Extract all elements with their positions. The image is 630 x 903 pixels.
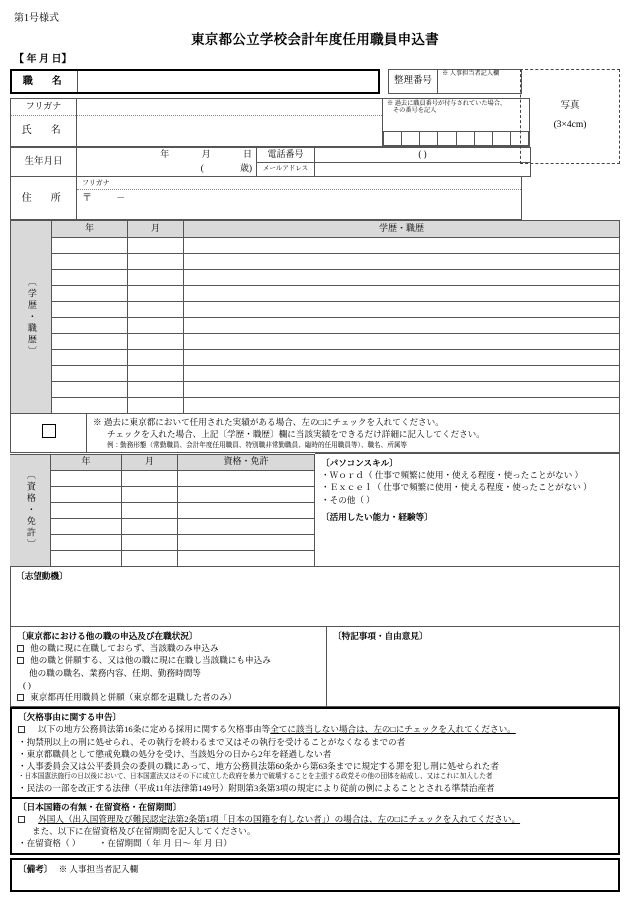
name-label: 氏 名 — [11, 115, 77, 146]
footer-heading: 〔備考〕 — [18, 863, 53, 874]
past-employment-note — [87, 414, 620, 453]
nationality-declaration[interactable] — [18, 813, 613, 825]
disqualification-item: ・拘禁刑以上の刑に処せられ、その執行を終わるまで又はその執行を受けることがなくなるまでの者 — [18, 736, 406, 747]
edu-content[interactable] — [184, 286, 620, 302]
postal-dash: － — [116, 193, 126, 204]
address-table — [10, 177, 522, 220]
qual-month[interactable] — [122, 518, 178, 534]
qual-name[interactable] — [178, 534, 315, 550]
emp-no-cell[interactable] — [492, 131, 510, 145]
qual-year[interactable] — [51, 534, 122, 550]
birth-year: 年 — [160, 148, 178, 159]
motivation-panel[interactable] — [10, 567, 620, 627]
past-employment-checkbox-cell[interactable] — [11, 414, 87, 453]
job-title-value[interactable] — [78, 70, 380, 93]
nationality-note: また、以下に在留資格及び在留期間を記入してください。 — [32, 826, 256, 837]
other-jobs-option[interactable] — [17, 654, 322, 666]
other-jobs-option-label: 東京都再任用職員と併願（東京都を退職した者のみ） — [30, 692, 237, 703]
edu-content[interactable] — [184, 270, 620, 286]
application-date-line: 【 年 月 日】 — [14, 53, 72, 65]
past-note-line1: ※ 過去に東京都において任用された実績がある場合、左の□にチェックを入れてください。 — [93, 417, 444, 428]
birthdate-label: 生年月日 — [11, 147, 77, 177]
education-col-year: 年 — [52, 221, 128, 238]
job-title-row — [10, 69, 522, 94]
name-value[interactable] — [77, 115, 383, 146]
address-value[interactable] — [77, 190, 522, 220]
seiri-table — [388, 69, 522, 94]
furigana-label: フリガナ — [11, 98, 77, 115]
edu-year[interactable] — [52, 302, 128, 318]
qual-year[interactable] — [51, 470, 122, 486]
residence-status-label: ・在留資格（ — [18, 838, 70, 849]
qualification-vertical-label-text: 〔資格・免許〕 — [25, 469, 36, 551]
birth-day: 日 — [242, 148, 252, 159]
age-field[interactable] — [77, 162, 257, 177]
tel-label: 電話番号 — [257, 147, 315, 162]
qual-name[interactable] — [178, 550, 315, 566]
qual-month[interactable] — [122, 502, 178, 518]
employee-number-grid[interactable] — [383, 131, 529, 146]
other-jobs-option[interactable] — [17, 691, 322, 703]
photo-label: 写真 — [560, 101, 580, 112]
other-jobs-detail-label: 他の職の職名、業務内容、任期、勤務時間等 — [29, 667, 201, 678]
edu-content[interactable] — [184, 318, 620, 334]
pc-skill-panel — [315, 454, 619, 526]
job-title-table — [10, 69, 380, 94]
motivation-heading: 〔志望動機〕 — [16, 571, 68, 582]
residence-period-value[interactable]: 年 月 日～ 年 月 日） — [150, 838, 232, 849]
emp-no-cell[interactable] — [402, 131, 420, 145]
remarks-heading: 〔特記事項・自由意見〕 — [333, 631, 428, 642]
edu-year[interactable] — [52, 286, 128, 302]
edu-month[interactable] — [128, 366, 184, 382]
postal-mark: 〒 — [82, 193, 92, 205]
other-jobs-checkbox[interactable] — [17, 657, 24, 664]
skill-experience-heading: 〔活用したい能力・経験等〕 — [321, 511, 433, 522]
emp-no-cell[interactable] — [456, 131, 474, 145]
edu-month[interactable] — [128, 382, 184, 398]
other-jobs-panel — [11, 627, 327, 707]
other-jobs-checkbox[interactable] — [17, 694, 24, 701]
emp-no-note-1: ※ 過去に職員番号が付与されていた場合、 — [387, 99, 507, 107]
email-value[interactable] — [315, 162, 531, 177]
edu-content[interactable] — [184, 238, 620, 254]
other-jobs-option-label: 他の職と併願する、又は他の職に現に在職し当該職にも申込み — [30, 655, 271, 666]
nationality-panel — [10, 799, 620, 855]
qual-month[interactable] — [122, 534, 178, 550]
nationality-heading: 〔日本国籍の有無・在留資格・在留期間〕 — [18, 801, 182, 812]
disqualification-declaration[interactable] — [18, 723, 613, 735]
emp-no-cell[interactable] — [474, 131, 492, 145]
birth-month: 月 — [201, 148, 219, 159]
disqualification-item: ・民法の一部を改正する法律（平成11年法律第149号）附則第3条第3項の規定により従前の例によることとされる準禁治産者 — [18, 782, 495, 793]
edu-month[interactable] — [128, 270, 184, 286]
edu-content[interactable] — [184, 302, 620, 318]
other-jobs-option-label: 他の職に現に在職しておらず、当該職のみ申込み — [30, 643, 219, 654]
other-jobs-detail-value[interactable]: ( ) — [23, 679, 31, 690]
qual-col-year: 年 — [51, 454, 122, 470]
education-vertical-label — [11, 221, 52, 414]
employee-number-note — [383, 98, 530, 115]
seiri-note: ※ 人事担当者記入欄 — [438, 69, 522, 79]
edu-month[interactable] — [128, 286, 184, 302]
edu-year[interactable] — [52, 382, 128, 398]
edu-month[interactable] — [128, 398, 184, 414]
other-jobs-checkbox[interactable] — [17, 645, 24, 652]
edu-year[interactable] — [52, 270, 128, 286]
birthdate-ymd[interactable] — [77, 147, 257, 162]
qual-month[interactable] — [122, 550, 178, 566]
edu-month[interactable] — [128, 302, 184, 318]
other-jobs-heading: 〔東京都における他の職の申込及び在職状況〕 — [17, 631, 198, 642]
disqualification-item: ・東京都職員として懲戒免職の処分を受け、当該処分の日から2年を経過しない者 — [18, 748, 332, 759]
edu-year[interactable] — [52, 238, 128, 254]
job-title-label: 職 名 — [11, 70, 78, 93]
edu-content[interactable] — [184, 334, 620, 350]
pc-skill-item[interactable]: ・Ｗｏｒｄ（ 仕事で頻繁に使用・使える程度・使ったことがない ） — [321, 470, 584, 481]
edu-year[interactable] — [52, 318, 128, 334]
education-col-content: 学歴・職歴 — [184, 221, 620, 238]
tel-value[interactable]: ( ) — [315, 147, 531, 162]
qual-name[interactable] — [178, 470, 315, 486]
residence-fields[interactable] — [18, 837, 613, 849]
disqualification-heading: 〔欠格事由に関する申告〕 — [18, 712, 122, 723]
qual-name[interactable] — [178, 502, 315, 518]
qual-name[interactable] — [178, 518, 315, 534]
education-history-table — [10, 220, 620, 414]
name-table — [10, 98, 530, 147]
edu-year[interactable] — [52, 366, 128, 382]
pc-skill-item[interactable]: ・その他（ ） — [321, 494, 375, 505]
edu-content[interactable] — [184, 366, 620, 382]
past-employment-note-table — [10, 414, 620, 453]
past-employment-checkbox[interactable] — [42, 424, 56, 438]
applicant-info-block — [10, 69, 522, 147]
past-note-line3: 例：勤務形態（常勤職員、会計年度任用職員、特別職非常勤職員、臨時的任用職員等）、職名、所属等 — [107, 441, 408, 449]
qualification-section — [10, 453, 620, 567]
remarks-panel[interactable] — [327, 627, 620, 707]
disqualification-item-small: ・日本国憲法施行の日以後において、日本国憲法又はその下に成立した政府を暴力で破壊することを主張する政党その他の団体を結成し、又はこれに加入した者 — [18, 773, 493, 781]
pc-skill-item[interactable]: ・Ｅｘｃｅｌ（ 仕事で頻繁に使用・使える程度・使ったことがない ） — [321, 482, 592, 493]
qualification-vertical-label — [10, 454, 51, 566]
edu-month[interactable] — [128, 350, 184, 366]
emp-no-cell[interactable] — [384, 131, 402, 145]
qual-name[interactable] — [178, 486, 315, 502]
nationality-text: 外国人（出入国管理及び難民認定法第2条第1項「日本の国籍を有しない者」）の場合は、左の□にチェックを入れてください。 — [38, 814, 521, 825]
other-jobs-section — [10, 627, 620, 707]
disqualification-item: ・人事委員会又は公平委員会の委員の職にあって、地方公務員法第60条から第63条までに規定する罪を犯し刑に処せられた者 — [18, 761, 499, 772]
age-close: 歳) — [240, 163, 252, 174]
seiri-value[interactable] — [438, 79, 522, 94]
email-label: メールアドレス — [257, 162, 315, 177]
edu-month[interactable] — [128, 254, 184, 270]
disqualification-checkbox[interactable] — [18, 726, 25, 733]
edu-content[interactable] — [184, 382, 620, 398]
edu-year[interactable] — [52, 398, 128, 414]
qualification-table — [10, 454, 315, 567]
edu-year[interactable] — [52, 334, 128, 350]
edu-content[interactable] — [184, 350, 620, 366]
photo-box[interactable] — [520, 69, 620, 164]
past-note-line2: チェックを入れた場合、上記〔学歴・職歴〕欄に当該実績をできるだけ詳細に記入してください。 — [107, 429, 485, 440]
qual-year[interactable] — [51, 486, 122, 502]
footer-note: ※ 人事担当者記入欄 — [58, 863, 139, 874]
qual-month[interactable] — [122, 486, 178, 502]
other-jobs-option[interactable] — [17, 642, 322, 654]
edu-year[interactable] — [52, 350, 128, 366]
qual-year[interactable] — [51, 518, 122, 534]
education-vertical-label-text: 〔学歴・職歴〕 — [26, 276, 37, 358]
edu-content[interactable] — [184, 398, 620, 414]
residence-period-label: ・在留期間（ — [98, 838, 151, 849]
emp-no-note-2: その番号を記入 — [393, 107, 437, 115]
birthdate-table — [10, 147, 531, 178]
qual-year[interactable] — [51, 550, 122, 566]
address-label: 住 所 — [11, 177, 77, 220]
page-title: 東京都公立学校会計年度任用職員申込書 — [191, 32, 439, 47]
residence-status-value[interactable]: ） — [69, 838, 81, 849]
furigana-value[interactable] — [77, 98, 383, 115]
nationality-checkbox[interactable] — [18, 816, 25, 823]
emp-no-cell[interactable] — [420, 131, 438, 145]
emp-no-cell[interactable] — [438, 131, 456, 145]
qual-month[interactable] — [122, 470, 178, 486]
seiri-label: 整理番号 — [389, 69, 438, 93]
qual-year[interactable] — [51, 502, 122, 518]
edu-month[interactable] — [128, 318, 184, 334]
education-col-month: 月 — [128, 221, 184, 238]
pc-skill-heading: 〔パソコンスキル〕 — [321, 458, 398, 469]
edu-month[interactable] — [128, 334, 184, 350]
top-section — [10, 69, 620, 147]
photo-size: (3×4cm) — [553, 120, 587, 131]
address-furigana-label: フリガナ — [77, 177, 522, 190]
disqualification-panel — [10, 707, 620, 799]
footer-remarks-panel[interactable] — [10, 858, 620, 892]
disqualification-text-pre: 以下の地方公務員法第16条に定める採用に関する欠格事由等 — [38, 724, 271, 735]
edu-month[interactable] — [128, 238, 184, 254]
qual-col-month: 月 — [122, 454, 178, 470]
edu-content[interactable] — [184, 254, 620, 270]
edu-year[interactable] — [52, 254, 128, 270]
age-open-paren: ( — [200, 163, 204, 174]
qual-col-name: 資格・免許 — [178, 454, 315, 470]
disqualification-text-underline: 全てに該当しない場合は、左の□にチェックを入れてください。 — [270, 724, 516, 735]
form-number: 第1号様式 — [14, 13, 59, 24]
